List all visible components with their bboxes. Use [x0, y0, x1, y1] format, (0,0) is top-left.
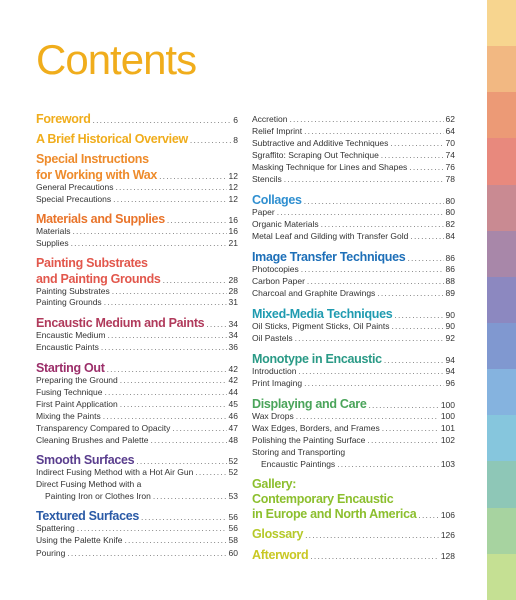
page-number: 100	[440, 400, 455, 410]
page-number: 89	[445, 288, 455, 298]
toc-entry-title: Sgraffito: Scraping Out Technique	[252, 150, 379, 160]
toc-chapter-entry[interactable]	[252, 307, 455, 321]
toc-section-entry[interactable]	[36, 286, 238, 296]
dot-leader	[153, 491, 227, 501]
dot-leader	[381, 150, 444, 160]
toc-chapter-entry[interactable]	[252, 193, 455, 207]
toc-chapter-entry[interactable]	[36, 212, 238, 226]
dot-leader	[407, 253, 443, 263]
page-number: 86	[445, 253, 455, 263]
dot-leader	[72, 226, 226, 236]
page-number: 8	[233, 135, 238, 145]
page-number: 42	[228, 375, 238, 385]
color-tab	[487, 231, 516, 277]
toc-section-entry[interactable]	[252, 288, 455, 298]
dot-leader	[304, 196, 444, 206]
toc-entry-title: Spattering	[36, 523, 75, 533]
page-number: 12	[228, 182, 238, 192]
toc-entry-title: Painting Grounds	[36, 297, 102, 307]
toc-section-entry[interactable]	[252, 114, 455, 124]
toc-section-entry[interactable]	[252, 162, 455, 172]
color-tab	[487, 92, 516, 138]
toc-section-entry[interactable]	[36, 411, 238, 421]
color-tab	[487, 369, 516, 415]
page-number: 102	[440, 435, 455, 445]
dot-leader	[368, 400, 438, 410]
toc-section-entry[interactable]	[36, 423, 238, 433]
toc-section-entry[interactable]	[36, 375, 238, 385]
toc-section-entry[interactable]	[36, 297, 238, 307]
toc-chapter-title: Glossary	[252, 527, 304, 541]
dot-leader	[112, 286, 227, 296]
dot-leader	[172, 423, 226, 433]
page-number: 100	[440, 411, 455, 421]
dot-leader	[284, 174, 444, 184]
dot-leader	[337, 459, 439, 469]
toc-section-entry[interactable]	[252, 366, 455, 376]
toc-entry-title: Special Precautions	[36, 194, 112, 204]
toc-chapter-title: Displaying and Care	[252, 397, 367, 411]
dot-leader	[71, 238, 227, 248]
page-number: 78	[445, 174, 455, 184]
toc-section-entry[interactable]	[36, 435, 238, 445]
toc-chapter-title: Afterword	[252, 548, 309, 562]
toc-heading-line: Special Instructions	[36, 152, 149, 166]
toc-entry-title: Organic Materials	[252, 219, 319, 229]
toc-chapter-entry[interactable]	[36, 132, 238, 146]
dot-leader	[305, 530, 439, 540]
page-number: 76	[445, 162, 455, 172]
toc-entry-title: Painting Substrates	[36, 286, 110, 296]
toc-chapter-title: A Brief Historical Overview	[36, 132, 188, 146]
dot-leader	[104, 387, 226, 397]
toc-entry-line	[252, 447, 455, 457]
color-tab	[487, 323, 516, 369]
toc-entry-title: Fusing Technique	[36, 387, 103, 397]
toc-chapter-entry[interactable]	[36, 361, 238, 375]
page-title: Contents	[36, 36, 197, 83]
toc-chapter-entry[interactable]	[36, 272, 238, 286]
toc-entry-title: Indirect Fusing Method with a Hot Air Gun	[36, 467, 194, 477]
toc-section-entry[interactable]	[36, 194, 238, 204]
toc-chapter-entry[interactable]	[36, 453, 238, 467]
toc-chapter-title: Monotype in Encaustic	[252, 352, 382, 366]
dot-leader	[304, 126, 443, 136]
toc-section-entry[interactable]	[36, 491, 238, 501]
page-number: 28	[228, 286, 238, 296]
toc-section-entry[interactable]	[252, 264, 455, 274]
dot-leader	[167, 215, 227, 225]
dot-leader	[410, 231, 443, 241]
toc-entry-title: Oil Sticks, Pigment Sticks, Oil Paints	[252, 321, 390, 331]
toc-entry-title: Carbon Paper	[252, 276, 305, 286]
color-tab	[487, 508, 516, 554]
page-number: 48	[228, 435, 238, 445]
toc-section-entry[interactable]	[252, 411, 455, 421]
page-number: 21	[228, 238, 238, 248]
toc-entry-title: Paper	[252, 207, 275, 217]
color-tab	[487, 461, 516, 507]
toc-entry-title: Supplies	[36, 238, 69, 248]
toc-entry-title: Cleaning Brushes and Palette	[36, 435, 149, 445]
page-number: 126	[440, 530, 455, 540]
toc-entry-title: Using the Palette Knife	[36, 535, 123, 545]
toc-entry-title: Subtractive and Additive Techniques	[252, 138, 389, 148]
toc-section-entry[interactable]	[252, 333, 455, 343]
toc-entry-title: Preparing the Ground	[36, 375, 118, 385]
dot-leader	[296, 411, 439, 421]
toc-entry-title: Photocopies	[252, 264, 299, 274]
toc-section-entry[interactable]	[36, 226, 238, 236]
page-number: 47	[228, 423, 238, 433]
toc-entry-title: General Precautions	[36, 182, 114, 192]
page-number: 92	[445, 333, 455, 343]
color-tab	[487, 0, 516, 46]
color-tab	[487, 46, 516, 92]
toc-section-entry[interactable]	[36, 387, 238, 397]
toc-chapter-entry[interactable]	[36, 509, 238, 523]
page-number: 34	[228, 319, 238, 329]
page-number: 44	[228, 387, 238, 397]
dot-leader	[301, 264, 444, 274]
toc-section-entry[interactable]	[36, 523, 238, 533]
toc-chapter-entry[interactable]	[36, 168, 238, 182]
color-tab	[487, 415, 516, 461]
toc-section-entry[interactable]	[252, 138, 455, 148]
page-number: 86	[445, 264, 455, 274]
page-number: 70	[445, 138, 455, 148]
dot-leader	[418, 510, 438, 520]
toc-chapter-entry[interactable]	[36, 112, 238, 126]
page-number: 64	[445, 126, 455, 136]
page-number: 90	[445, 310, 455, 320]
dot-leader	[136, 456, 226, 466]
page-number: 62	[445, 114, 455, 124]
page-number: 60	[228, 548, 238, 558]
toc-section-entry[interactable]	[36, 238, 238, 248]
toc-section-entry[interactable]	[252, 150, 455, 160]
page-number: 106	[440, 510, 455, 520]
dot-leader	[104, 297, 227, 307]
dot-leader	[150, 435, 226, 445]
dot-leader	[367, 435, 438, 445]
toc-entry-title: Oil Pastels	[252, 333, 293, 343]
dot-leader	[206, 319, 226, 329]
dot-leader	[163, 275, 227, 285]
dot-leader	[289, 114, 443, 124]
dot-leader	[295, 333, 444, 343]
page-number: 46	[228, 411, 238, 421]
dot-leader	[195, 467, 226, 477]
toc-chapter-title: Starting Out	[36, 361, 105, 375]
page-number: 36	[228, 342, 238, 352]
toc-entry-title: Wax Edges, Borders, and Frames	[252, 423, 380, 433]
toc-chapter-entry[interactable]	[252, 250, 455, 264]
color-tab	[487, 138, 516, 184]
dot-leader	[101, 342, 227, 352]
dot-leader	[77, 523, 227, 533]
color-tab	[487, 185, 516, 231]
page-number: 12	[228, 171, 238, 181]
toc-entry-title: Encaustic Paints	[36, 342, 99, 352]
toc-section-entry[interactable]	[36, 467, 238, 477]
toc-section-entry[interactable]	[36, 182, 238, 192]
page-number: 94	[445, 355, 455, 365]
page-number: 12	[228, 194, 238, 204]
dot-leader	[124, 535, 226, 545]
page-number: 52	[228, 456, 238, 466]
toc-chapter-title: Encaustic Medium and Paints	[36, 316, 205, 330]
toc-entry-title: Pouring	[36, 548, 66, 558]
toc-heading-line: Gallery:	[252, 477, 297, 491]
toc-chapter-title: and Painting Grounds	[36, 272, 161, 286]
toc-heading-line: Painting Substrates	[36, 256, 148, 270]
toc-chapter-entry[interactable]	[252, 548, 455, 562]
dot-leader	[310, 551, 438, 561]
page-number: 128	[440, 551, 455, 561]
toc-section-entry[interactable]	[36, 399, 238, 409]
page-number: 82	[445, 219, 455, 229]
page-number: 52	[228, 467, 238, 477]
page-number: 96	[445, 378, 455, 388]
page-number: 101	[440, 423, 455, 433]
toc-section-entry[interactable]	[252, 423, 455, 433]
page-number: 103	[440, 459, 455, 469]
toc-entry-title: Transparency Compared to Opacity	[36, 423, 171, 433]
dot-leader	[409, 162, 443, 172]
toc-section-entry[interactable]	[36, 548, 238, 558]
page-number: 16	[228, 226, 238, 236]
toc-section-entry[interactable]	[252, 126, 455, 136]
dot-leader	[107, 330, 226, 340]
toc-entry-title: Stencils	[252, 174, 282, 184]
color-tab-strip	[487, 0, 516, 600]
dot-leader	[298, 366, 443, 376]
page-number: 74	[445, 150, 455, 160]
dot-leader	[384, 355, 444, 365]
toc-entry-title: Wax Drops	[252, 411, 294, 421]
toc-section-entry[interactable]	[252, 231, 455, 241]
toc-section-entry[interactable]	[36, 330, 238, 340]
toc-section-entry[interactable]	[252, 174, 455, 184]
dot-leader	[116, 182, 227, 192]
page-number: 84	[445, 231, 455, 241]
toc-entry-title: Accretion	[252, 114, 288, 124]
dot-leader	[190, 135, 231, 145]
page-number: 42	[228, 364, 238, 374]
toc-entry-title: Print Imaging	[252, 378, 303, 388]
page-number: 58	[228, 535, 238, 545]
toc-section-entry[interactable]	[252, 321, 455, 331]
toc-section-entry[interactable]	[252, 276, 455, 286]
toc-chapter-title: Image Transfer Techniques	[252, 250, 406, 264]
page-number: 56	[228, 523, 238, 533]
dot-leader	[304, 378, 443, 388]
toc-entry-title: Encaustic Paintings	[261, 459, 336, 469]
page-number: 88	[445, 276, 455, 286]
toc-entry-title: Mixing the Paints	[36, 411, 101, 421]
toc-section-entry[interactable]	[252, 219, 455, 229]
toc-entry-title: Relief Imprint	[252, 126, 303, 136]
dot-leader	[113, 194, 226, 204]
page-number: 53	[228, 491, 238, 501]
toc-heading-line: Contemporary Encaustic	[252, 492, 394, 506]
toc-chapter-title: Smooth Surfaces	[36, 453, 135, 467]
dot-leader	[120, 375, 227, 385]
page-number: 94	[445, 366, 455, 376]
page-number: 80	[445, 196, 455, 206]
dot-leader	[159, 171, 226, 181]
toc-chapter-title: Mixed-Media Techniques	[252, 307, 393, 321]
toc-entry-title: First Paint Application	[36, 399, 118, 409]
toc-section-entry[interactable]	[36, 535, 238, 545]
dot-leader	[382, 423, 439, 433]
dot-leader	[377, 288, 443, 298]
toc-entry-title: Direct Fusing Method with a	[36, 479, 142, 489]
dot-leader	[67, 548, 226, 558]
dot-leader	[391, 321, 443, 331]
page-number: 80	[445, 207, 455, 217]
dot-leader	[120, 399, 227, 409]
toc-chapter-entry[interactable]	[252, 397, 455, 411]
toc-entry-title: Charcoal and Graphite Drawings	[252, 288, 376, 298]
toc-section-entry[interactable]	[252, 207, 455, 217]
toc-entry-title: Masking Technique for Lines and Shapes	[252, 162, 408, 172]
dot-leader	[307, 276, 444, 286]
toc-entry-title: Storing and Transporting	[252, 447, 346, 457]
page-number: 16	[228, 215, 238, 225]
dot-leader	[321, 219, 444, 229]
dot-leader	[277, 207, 444, 217]
toc-chapter-title: Foreword	[36, 112, 91, 126]
toc-chapter-entry[interactable]	[36, 316, 238, 330]
dot-leader	[107, 364, 227, 374]
toc-section-entry[interactable]	[36, 342, 238, 352]
page-number: 6	[233, 115, 238, 125]
toc-chapter-title: Materials and Supplies	[36, 212, 165, 226]
toc-chapter-entry[interactable]	[252, 527, 455, 541]
toc-chapter-title: in Europe and North America	[252, 507, 417, 521]
toc-entry-line	[36, 479, 238, 489]
dot-leader	[141, 512, 226, 522]
page-number: 90	[445, 321, 455, 331]
color-tab	[487, 277, 516, 323]
page-number: 56	[228, 512, 238, 522]
toc-entry-title: Encaustic Medium	[36, 330, 106, 340]
toc-chapter-title: for Working with Wax	[36, 168, 158, 182]
toc-section-entry[interactable]	[252, 435, 455, 445]
toc-entry-title: Metal Leaf and Gilding with Transfer Gold	[252, 231, 409, 241]
toc-chapter-title: Textured Surfaces	[36, 509, 140, 523]
toc-chapter-title: Collages	[252, 193, 302, 207]
toc-entry-title: Materials	[36, 226, 71, 236]
page-number: 31	[228, 297, 238, 307]
toc-chapter-entry[interactable]	[252, 352, 455, 366]
toc-entry-title: Painting Iron or Clothes Iron	[45, 491, 151, 501]
toc-entry-title: Introduction	[252, 366, 297, 376]
page-number: 34	[228, 330, 238, 340]
dot-leader	[93, 115, 232, 125]
toc-section-entry[interactable]	[252, 378, 455, 388]
color-tab	[487, 554, 516, 600]
dot-leader	[394, 310, 443, 320]
dot-leader	[103, 411, 227, 421]
page-number: 28	[228, 275, 238, 285]
toc-section-entry[interactable]	[252, 459, 455, 469]
toc-entry-title: Polishing the Painting Surface	[252, 435, 366, 445]
page-number: 45	[228, 399, 238, 409]
dot-leader	[390, 138, 443, 148]
toc-chapter-entry[interactable]	[252, 507, 455, 521]
